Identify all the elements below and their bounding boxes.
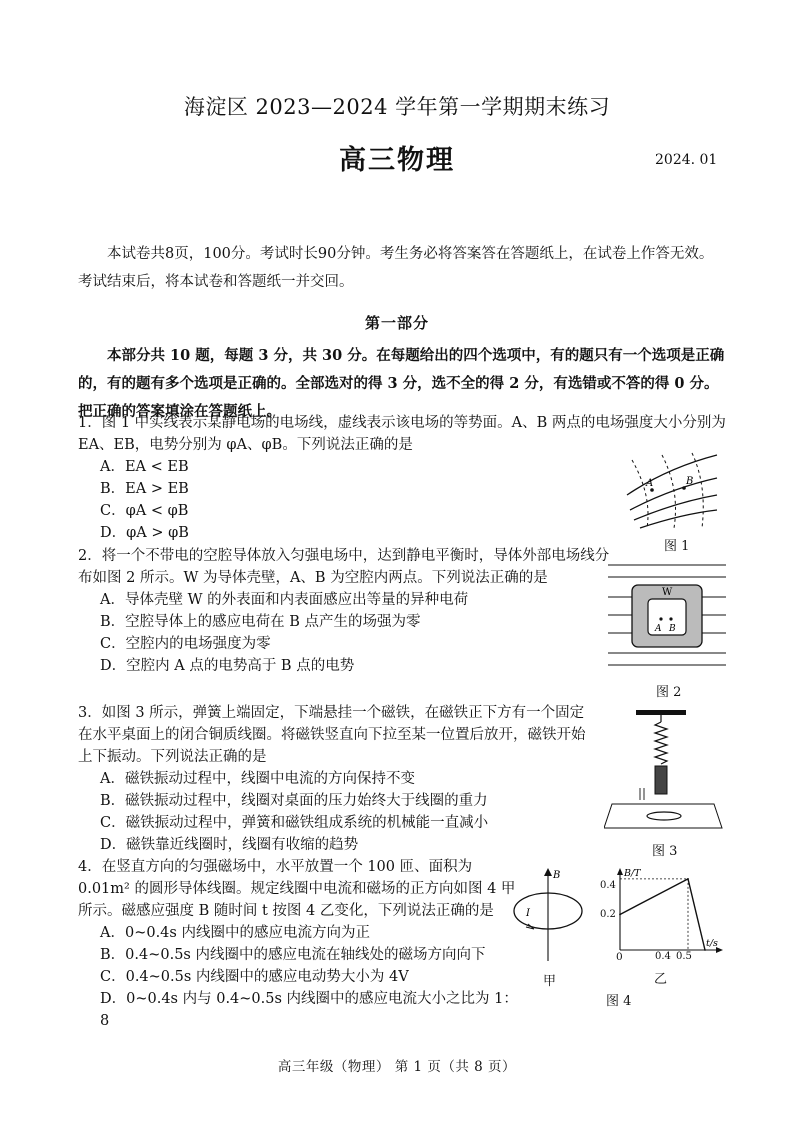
bt-point-2 xyxy=(704,949,706,951)
label-a: A xyxy=(646,478,654,489)
option-a[interactable]: A．EA < EB xyxy=(100,459,189,475)
figure-1 xyxy=(622,450,722,530)
figure-2-caption: 图 2 xyxy=(656,685,682,700)
question-4 xyxy=(78,856,518,1032)
figure-4b-label: 乙 xyxy=(654,972,668,987)
figure-4b-graph xyxy=(598,866,726,958)
bt-point-0 xyxy=(619,914,621,916)
question-stem: 2．将一个不带电的空腔导体放入匀强电场中，达到静电平衡时，导体外部电场线分布如图 2 所示。W 为导体壳壁，A、B 为空腔内两点。下列说法正确的是 xyxy=(78,548,610,586)
figure-4-caption: 图 4 xyxy=(606,994,632,1009)
y-tick-0-2: 0.2 xyxy=(600,909,616,920)
figure-4a-label: 甲 xyxy=(543,974,557,989)
figure-1-caption: 图 1 xyxy=(664,539,690,554)
exam-title: 海淀区 2023—2024 学年第一学期期末练习 xyxy=(183,95,611,119)
cavity xyxy=(648,599,686,635)
question-stem: 3．如图 3 所示，弹簧上端固定，下端悬挂一个磁铁，在磁铁正下方有一个固定在水平桌面上的闭合铜质线圈。将磁铁竖直向下拉至某一位置后放开，磁铁开始上下振动。下列说法正确的是 xyxy=(78,705,586,765)
intro-paragraph: 本试卷共8页，100分。考试时长90分钟。考生务必将答案答在答题纸上，在试卷上作答无效。考试结束后，将本试卷和答题纸一并交回。 xyxy=(78,246,714,290)
x-axis-label: t/s xyxy=(706,938,718,949)
y-tick-0-4: 0.4 xyxy=(600,880,616,891)
option-c[interactable]: C．磁铁振动过程中，弹簧和磁铁组成系统的机械能一直减小 xyxy=(100,815,489,831)
equipotential-line xyxy=(692,453,703,528)
question-stem: 4．在竖直方向的匀强磁场中，水平放置一个 100 匝、面积为 0.01m² 的圆形导体线圈。规定线圈中电流和磁场的正方向如图 4 甲所示。磁感应强度 B 随时间 t 按图 4 乙变化，下列说法正确的是 xyxy=(78,859,516,919)
instructions-paragraph: 本部分共 10 题，每题 3 分，共 30 分。在每题给出的四个选项中，有的题只有一个选项是正确的，有的题有多个选项是正确的。全部选对的得 3 分，选不全的得 2 分，有选错或不答的得 0 分。把正确的答案填涂在答题纸上。 xyxy=(78,347,725,420)
option-c[interactable]: C．空腔内的电场强度为零 xyxy=(100,636,271,652)
equipotential-line xyxy=(662,455,676,528)
x-tick-0-4: 0.4 xyxy=(655,951,671,962)
magnet xyxy=(655,766,667,794)
question-2 xyxy=(78,545,618,677)
bt-segment-0 xyxy=(620,879,688,915)
bt-segment-1 xyxy=(688,879,705,950)
x-tick-0-5: 0.5 xyxy=(676,951,692,962)
figure-2 xyxy=(608,557,726,675)
option-c[interactable]: C．0.4~0.5s 内线圈中的感应电动势大小为 4V xyxy=(100,969,409,985)
label-i: I xyxy=(526,908,530,919)
label-b: B xyxy=(553,870,561,881)
label-w: W xyxy=(662,587,673,598)
figure-3 xyxy=(604,708,726,834)
subject-title: 高三物理 xyxy=(339,145,455,176)
coil xyxy=(647,812,681,820)
bt-point-1 xyxy=(687,878,689,880)
option-a[interactable]: A．0~0.4s 内线圈中的感应电流方向为正 xyxy=(100,925,370,941)
label-b: B xyxy=(669,624,676,634)
option-d[interactable]: D．磁铁靠近线圈时，线圈有收缩的趋势 xyxy=(100,837,359,853)
label-a: A xyxy=(655,624,662,634)
ceiling xyxy=(636,710,686,715)
option-b[interactable]: B．EA > EB xyxy=(100,481,189,497)
option-d[interactable]: D．空腔内 A 点的电势高于 B 点的电势 xyxy=(100,658,355,674)
option-b[interactable]: B．空腔导体上的感应电荷在 B 点产生的场强为零 xyxy=(100,614,421,630)
option-d[interactable]: D．φA > φB xyxy=(100,525,189,541)
figure-3-caption: 图 3 xyxy=(652,844,678,859)
figure-4a-coil xyxy=(510,866,590,966)
option-d[interactable]: D．0~0.4s 内与 0.4~0.5s 内线圈中的感应电流大小之比为 1：8 xyxy=(100,991,518,1029)
option-a[interactable]: A．导体壳壁 W 的外表面和内表面感应出等量的异种电荷 xyxy=(100,592,469,608)
label-b: B xyxy=(686,476,694,487)
field-line xyxy=(627,455,717,495)
question-3 xyxy=(78,702,598,856)
question-stem: 1．图 1 中实线表示某静电场的电场线，虚线表示该电场的等势面。A、B 两点的电场强度大小分别为 EA、EB，电势分别为 φA、φB。下列说法正确的是 xyxy=(78,415,726,453)
graph-origin-label: 0 xyxy=(616,951,623,963)
page-footer: 高三年级（物理） 第 1 页（共 8 页） xyxy=(277,1059,517,1075)
option-b[interactable]: B．磁铁振动过程中，线圈对桌面的压力始终大于线圈的重力 xyxy=(100,793,488,809)
section-title: 第一部分 xyxy=(364,314,429,332)
option-b[interactable]: B．0.4~0.5s 内线圈中的感应电流在轴线处的磁场方向向下 xyxy=(100,947,486,963)
y-axis-label: B/T xyxy=(624,868,641,879)
option-a[interactable]: A．磁铁振动过程中，线圈中电流的方向保持不变 xyxy=(100,771,415,787)
spring xyxy=(655,722,667,764)
exam-date: 2024. 01 xyxy=(655,152,718,168)
table xyxy=(604,804,722,828)
option-c[interactable]: C．φA < φB xyxy=(100,503,189,519)
